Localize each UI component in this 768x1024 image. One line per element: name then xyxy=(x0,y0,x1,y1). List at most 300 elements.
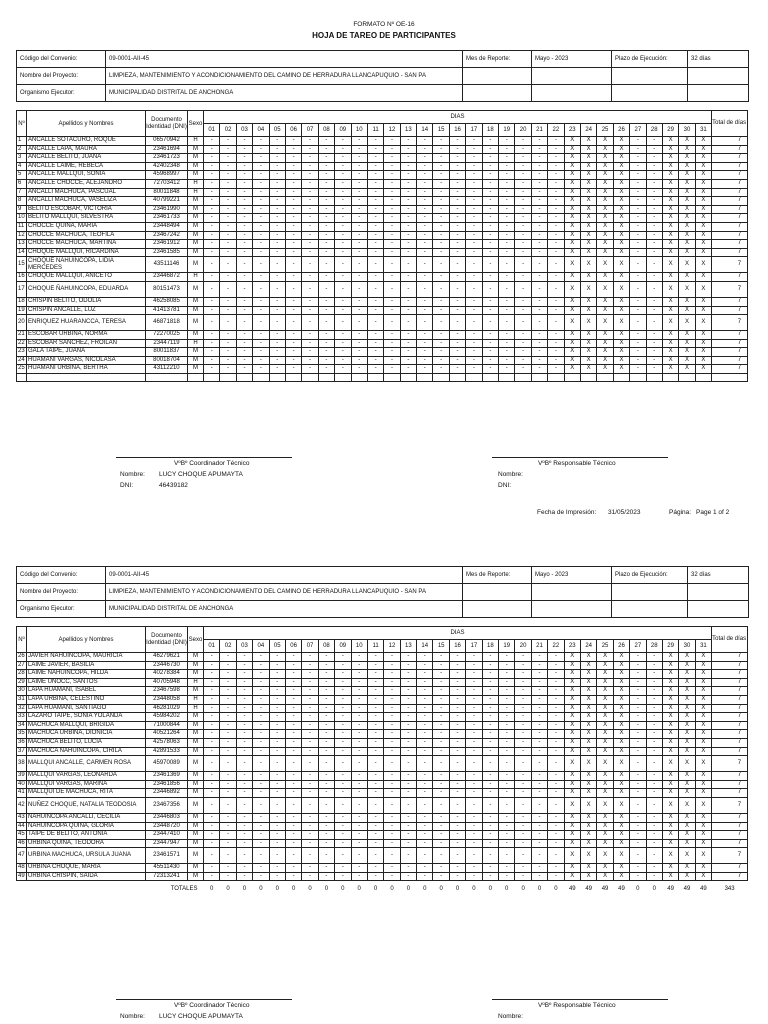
attendance-mark: - xyxy=(417,154,433,163)
participant-name: ÑAHUINCOPA QUINA, GLORIA xyxy=(27,822,146,831)
attendance-mark: - xyxy=(400,257,416,273)
day-number-header: 06 xyxy=(285,640,301,653)
day-number-header: 25 xyxy=(597,640,613,653)
attendance-mark: - xyxy=(400,653,416,662)
attendance-mark: X xyxy=(564,257,580,273)
row-number: 34 xyxy=(17,721,27,730)
attendance-mark: - xyxy=(236,171,252,180)
day-number-header: 15 xyxy=(433,124,449,137)
attendance-mark: - xyxy=(400,188,416,197)
attendance-mark: - xyxy=(285,137,301,146)
attendance-mark: - xyxy=(531,348,547,357)
attendance-mark: X xyxy=(679,231,695,240)
attendance-mark: - xyxy=(269,281,285,297)
day-number-header: 14 xyxy=(417,640,433,653)
participant-name: JAVIER ÑAHUINCOPA, MAURICIA xyxy=(27,653,146,662)
attendance-mark: - xyxy=(335,661,351,670)
attendance-mark: - xyxy=(318,713,334,722)
day-total: 0 xyxy=(357,885,361,892)
attendance-mark: - xyxy=(449,789,465,798)
attendance-mark: X xyxy=(613,848,629,864)
participant-name: LAPA URBINA, CELESTINO xyxy=(27,695,146,704)
attendance-mark: - xyxy=(204,257,220,273)
attendance-mark: - xyxy=(499,356,515,365)
attendance-mark: - xyxy=(302,240,318,249)
attendance-mark: - xyxy=(548,171,564,180)
attendance-mark: - xyxy=(646,813,662,822)
attendance-mark: X xyxy=(662,822,678,831)
participant-sex: M xyxy=(188,822,204,831)
participant-sex: M xyxy=(188,162,204,171)
coord-nombre-value: LUCY CHOQUE APUMAYTA xyxy=(159,1013,243,1020)
attendance-mark: - xyxy=(433,154,449,163)
attendance-mark: X xyxy=(613,839,629,848)
mes-label: Mes de Reporte: xyxy=(463,51,532,68)
attendance-mark: - xyxy=(253,162,269,171)
attendance-mark: - xyxy=(236,297,252,306)
attendance-mark: - xyxy=(367,872,383,881)
participant-total-days: 7 xyxy=(712,822,748,831)
attendance-mark: - xyxy=(531,145,547,154)
participant-total-days: 7 xyxy=(712,257,748,273)
attendance-mark: X xyxy=(695,721,711,730)
attendance-mark: X xyxy=(580,687,596,696)
attendance-mark: X xyxy=(695,248,711,257)
attendance-mark: - xyxy=(236,687,252,696)
attendance-mark: - xyxy=(285,872,301,881)
attendance-mark: - xyxy=(384,306,400,315)
plazo-label: Plazo de Ejecución: xyxy=(612,567,688,584)
row-number: 21 xyxy=(17,331,27,340)
participant-sex: M xyxy=(188,248,204,257)
attendance-mark: X xyxy=(580,171,596,180)
day-total: 0 xyxy=(373,885,378,892)
attendance-mark: - xyxy=(285,678,301,687)
attendance-mark: - xyxy=(646,315,662,331)
participant-total-days: 7 xyxy=(712,789,748,798)
participant-name: MACHUCA BELITO, LUCIA xyxy=(27,738,146,747)
col-num-header: Nº xyxy=(17,111,27,137)
attendance-mark: - xyxy=(630,154,646,163)
attendance-mark: - xyxy=(204,162,220,171)
attendance-mark: X xyxy=(662,273,678,282)
attendance-mark: - xyxy=(384,154,400,163)
participant-dni: 41413781 xyxy=(146,306,188,315)
attendance-mark: - xyxy=(204,331,220,340)
attendance-mark: - xyxy=(384,730,400,739)
attendance-mark: - xyxy=(318,864,334,873)
row-number: 30 xyxy=(17,687,27,696)
attendance-mark: X xyxy=(662,704,678,713)
attendance-mark: X xyxy=(695,331,711,340)
attendance-mark: - xyxy=(515,281,531,297)
day-total: 0 xyxy=(390,885,394,892)
attendance-mark: X xyxy=(695,356,711,365)
participant-dni: 45970089 xyxy=(146,756,188,772)
attendance-mark: - xyxy=(433,822,449,831)
attendance-mark: - xyxy=(400,154,416,163)
attendance-mark: X xyxy=(580,365,596,374)
attendance-mark: - xyxy=(351,839,367,848)
day-total: 0 xyxy=(472,885,476,892)
attendance-mark: - xyxy=(220,797,236,813)
attendance-mark: - xyxy=(417,721,433,730)
participant-row xyxy=(17,813,748,822)
attendance-mark: X xyxy=(679,872,695,881)
attendance-mark: - xyxy=(466,339,482,348)
coord-dni-label: DNI: xyxy=(120,482,133,489)
attendance-mark: - xyxy=(253,695,269,704)
attendance-mark: - xyxy=(400,730,416,739)
attendance-mark: - xyxy=(285,797,301,813)
attendance-mark: - xyxy=(548,872,564,881)
attendance-mark: - xyxy=(531,738,547,747)
attendance-mark: - xyxy=(220,772,236,781)
attendance-mark: - xyxy=(302,171,318,180)
attendance-mark: - xyxy=(433,738,449,747)
attendance-mark: X xyxy=(580,257,596,273)
participant-sex: H xyxy=(188,179,204,188)
attendance-mark: - xyxy=(417,248,433,257)
attendance-mark: - xyxy=(531,231,547,240)
attendance-mark: - xyxy=(531,306,547,315)
attendance-mark: - xyxy=(351,339,367,348)
attendance-mark: - xyxy=(384,162,400,171)
attendance-mark: X xyxy=(679,281,695,297)
attendance-mark: X xyxy=(597,797,613,813)
attendance-mark: X xyxy=(597,273,613,282)
attendance-mark: - xyxy=(515,872,531,881)
attendance-mark: - xyxy=(302,188,318,197)
attendance-mark: X xyxy=(564,678,580,687)
attendance-mark: X xyxy=(613,179,629,188)
attendance-mark: - xyxy=(253,348,269,357)
participant-dni: 80011848 xyxy=(146,188,188,197)
participant-row xyxy=(17,222,748,231)
participant-dni: 23448058 xyxy=(146,695,188,704)
attendance-mark: - xyxy=(630,240,646,249)
attendance-mark: X xyxy=(662,257,678,273)
attendance-mark: - xyxy=(531,661,547,670)
attendance-mark: - xyxy=(318,704,334,713)
day-total: 0 xyxy=(242,885,247,892)
attendance-mark: - xyxy=(531,240,547,249)
coord-signature-line xyxy=(116,457,292,458)
attendance-mark: - xyxy=(499,780,515,789)
col-total-header: Total de días xyxy=(712,627,748,653)
participant-sex: M xyxy=(188,356,204,365)
attendance-mark: X xyxy=(613,747,629,756)
attendance-mark: - xyxy=(433,137,449,146)
attendance-mark: - xyxy=(482,273,498,282)
attendance-mark: - xyxy=(236,872,252,881)
attendance-mark: - xyxy=(433,661,449,670)
attendance-mark: - xyxy=(269,222,285,231)
attendance-mark: - xyxy=(204,864,220,873)
day-number-header: 08 xyxy=(318,124,334,137)
attendance-mark: - xyxy=(499,738,515,747)
attendance-mark: - xyxy=(433,231,449,240)
attendance-mark: X xyxy=(564,205,580,214)
participant-row xyxy=(17,738,748,747)
attendance-mark: X xyxy=(695,730,711,739)
attendance-mark: X xyxy=(613,772,629,781)
empty-row xyxy=(17,374,748,382)
attendance-mark: X xyxy=(679,839,695,848)
participant-sex: M xyxy=(188,789,204,798)
participant-sex: H xyxy=(188,695,204,704)
row-number: 33 xyxy=(17,713,27,722)
attendance-mark: - xyxy=(318,653,334,662)
attendance-mark: - xyxy=(302,214,318,223)
attendance-mark: - xyxy=(204,356,220,365)
day-total: 0 xyxy=(537,885,542,892)
attendance-mark: - xyxy=(367,704,383,713)
attendance-mark: X xyxy=(679,188,695,197)
attendance-mark: - xyxy=(548,257,564,273)
participant-name: CHOQUE ÑAHUINCOPA, LIDIA MERCEDES xyxy=(27,257,146,273)
attendance-mark: - xyxy=(400,872,416,881)
participant-name: MALLQUI ANCALLE, CARMEN ROSA xyxy=(27,756,146,772)
attendance-mark: - xyxy=(367,839,383,848)
attendance-mark: - xyxy=(449,365,465,374)
attendance-mark: - xyxy=(548,864,564,873)
participant-row xyxy=(17,214,748,223)
attendance-mark: X xyxy=(564,273,580,282)
attendance-mark: X xyxy=(662,214,678,223)
attendance-mark: - xyxy=(433,315,449,331)
attendance-mark: X xyxy=(564,848,580,864)
attendance-mark: - xyxy=(646,197,662,206)
attendance-mark: - xyxy=(531,713,547,722)
attendance-mark: - xyxy=(367,661,383,670)
attendance-mark: - xyxy=(482,145,498,154)
attendance-mark: - xyxy=(335,839,351,848)
attendance-mark: - xyxy=(482,653,498,662)
attendance-mark: X xyxy=(695,154,711,163)
attendance-mark: - xyxy=(630,306,646,315)
attendance-mark: X xyxy=(597,661,613,670)
attendance-mark: - xyxy=(318,678,334,687)
attendance-mark: - xyxy=(548,145,564,154)
attendance-mark: - xyxy=(302,339,318,348)
attendance-mark: X xyxy=(613,831,629,840)
attendance-mark: - xyxy=(482,822,498,831)
attendance-mark: X xyxy=(679,864,695,873)
attendance-mark: X xyxy=(679,222,695,231)
attendance-mark: X xyxy=(695,780,711,789)
attendance-mark: X xyxy=(695,188,711,197)
attendance-mark: - xyxy=(630,145,646,154)
attendance-mark: X xyxy=(679,179,695,188)
attendance-mark: - xyxy=(220,222,236,231)
participant-name: ESCOBAR URBINA, NORMA xyxy=(27,331,146,340)
attendance-mark: - xyxy=(302,197,318,206)
attendance-mark: X xyxy=(580,348,596,357)
attendance-mark: X xyxy=(679,730,695,739)
attendance-mark: - xyxy=(515,678,531,687)
participant-row xyxy=(17,231,748,240)
attendance-mark: - xyxy=(482,171,498,180)
day-number-header: 23 xyxy=(564,640,580,653)
row-number: 26 xyxy=(17,653,27,662)
attendance-mark: - xyxy=(482,154,498,163)
attendance-mark: - xyxy=(269,331,285,340)
attendance-mark: - xyxy=(253,240,269,249)
day-number-header: 29 xyxy=(662,124,678,137)
attendance-mark: X xyxy=(580,839,596,848)
attendance-mark: - xyxy=(482,205,498,214)
day-number-header: 17 xyxy=(466,640,482,653)
attendance-mark: - xyxy=(515,188,531,197)
attendance-mark: X xyxy=(580,747,596,756)
participant-total-days: 7 xyxy=(712,137,748,146)
attendance-mark: - xyxy=(335,864,351,873)
row-number: 14 xyxy=(17,248,27,257)
attendance-mark: - xyxy=(204,339,220,348)
attendance-mark: - xyxy=(204,205,220,214)
row-number: 11 xyxy=(17,222,27,231)
attendance-mark: - xyxy=(285,240,301,249)
row-number: 38 xyxy=(17,756,27,772)
attendance-mark: - xyxy=(482,137,498,146)
attendance-mark: - xyxy=(253,670,269,679)
participant-sex: M xyxy=(188,864,204,873)
attendance-mark: - xyxy=(367,273,383,282)
participant-row xyxy=(17,273,748,282)
attendance-mark: - xyxy=(548,281,564,297)
attendance-mark: - xyxy=(269,730,285,739)
attendance-mark: - xyxy=(482,780,498,789)
attendance-mark: - xyxy=(482,839,498,848)
attendance-mark: - xyxy=(204,704,220,713)
attendance-mark: - xyxy=(515,756,531,772)
attendance-mark: - xyxy=(253,273,269,282)
attendance-mark: X xyxy=(613,348,629,357)
attendance-mark: X xyxy=(597,257,613,273)
participant-name: ÑAHUINCOPA ANCALLI, CECILIA xyxy=(27,813,146,822)
participant-dni: 72703412 xyxy=(146,179,188,188)
attendance-mark: - xyxy=(630,756,646,772)
attendance-mark: - xyxy=(515,306,531,315)
participant-name: MALLQUI DE MACHUCA, RITA xyxy=(27,789,146,798)
attendance-mark: - xyxy=(466,772,482,781)
attendance-mark: X xyxy=(662,687,678,696)
attendance-mark: - xyxy=(630,747,646,756)
attendance-mark: - xyxy=(335,653,351,662)
participant-dni: 23467242 xyxy=(146,231,188,240)
attendance-mark: - xyxy=(236,721,252,730)
attendance-mark: - xyxy=(220,687,236,696)
attendance-mark: - xyxy=(236,331,252,340)
attendance-mark: - xyxy=(204,789,220,798)
attendance-mark: X xyxy=(679,348,695,357)
participant-sex: M xyxy=(188,813,204,822)
attendance-mark: - xyxy=(630,188,646,197)
totals-row xyxy=(17,881,748,898)
resp-signature-title: VºBº Responsable Técnico xyxy=(538,460,616,467)
attendance-mark: - xyxy=(204,273,220,282)
attendance-mark: X xyxy=(662,154,678,163)
attendance-mark: X xyxy=(679,797,695,813)
attendance-mark: - xyxy=(351,678,367,687)
attendance-mark: - xyxy=(285,231,301,240)
attendance-mark: - xyxy=(285,145,301,154)
attendance-mark: - xyxy=(269,248,285,257)
attendance-mark: X xyxy=(597,848,613,864)
attendance-mark: - xyxy=(302,678,318,687)
participant-sex: M xyxy=(188,738,204,747)
attendance-mark: - xyxy=(531,721,547,730)
attendance-mark: - xyxy=(220,348,236,357)
attendance-mark: X xyxy=(695,348,711,357)
attendance-mark: - xyxy=(335,721,351,730)
fecha-impresion-value: 31/05/2023 xyxy=(608,509,641,516)
attendance-mark: - xyxy=(351,205,367,214)
attendance-mark: - xyxy=(253,704,269,713)
participant-row xyxy=(17,747,748,756)
attendance-mark: - xyxy=(335,162,351,171)
attendance-mark: - xyxy=(646,222,662,231)
attendance-mark: - xyxy=(351,772,367,781)
attendance-mark: - xyxy=(646,822,662,831)
attendance-mark: X xyxy=(564,154,580,163)
attendance-mark: X xyxy=(597,780,613,789)
attendance-mark: - xyxy=(630,848,646,864)
participant-sex: M xyxy=(188,222,204,231)
attendance-mark: - xyxy=(417,171,433,180)
attendance-mark: - xyxy=(400,240,416,249)
attendance-mark: - xyxy=(204,678,220,687)
attendance-mark: X xyxy=(613,687,629,696)
day-number-header: 18 xyxy=(482,640,498,653)
attendance-mark: - xyxy=(449,205,465,214)
attendance-mark: X xyxy=(695,197,711,206)
attendance-mark: - xyxy=(466,730,482,739)
attendance-mark: - xyxy=(433,214,449,223)
attendance-mark: - xyxy=(285,188,301,197)
attendance-mark: - xyxy=(515,831,531,840)
attendance-mark: X xyxy=(580,797,596,813)
attendance-mark: - xyxy=(253,738,269,747)
attendance-mark: X xyxy=(580,240,596,249)
attendance-mark: - xyxy=(499,864,515,873)
attendance-mark: X xyxy=(613,137,629,146)
attendance-mark: - xyxy=(400,222,416,231)
participant-sex: H xyxy=(188,704,204,713)
attendance-mark: X xyxy=(580,222,596,231)
attendance-mark: X xyxy=(613,188,629,197)
attendance-mark: - xyxy=(384,756,400,772)
attendance-mark: - xyxy=(204,661,220,670)
attendance-mark: X xyxy=(564,831,580,840)
participant-dni: 23446872 xyxy=(146,273,188,282)
attendance-mark: - xyxy=(253,848,269,864)
attendance-mark: X xyxy=(564,822,580,831)
attendance-mark: - xyxy=(220,297,236,306)
attendance-mark: - xyxy=(499,171,515,180)
attendance-mark: X xyxy=(613,145,629,154)
attendance-mark: - xyxy=(318,197,334,206)
attendance-mark: - xyxy=(302,831,318,840)
attendance-mark: - xyxy=(318,214,334,223)
attendance-mark: X xyxy=(695,339,711,348)
attendance-mark: - xyxy=(417,772,433,781)
attendance-mark: - xyxy=(302,848,318,864)
attendance-mark: - xyxy=(351,162,367,171)
attendance-mark: - xyxy=(466,306,482,315)
totals-label: TOTALES xyxy=(170,885,198,892)
